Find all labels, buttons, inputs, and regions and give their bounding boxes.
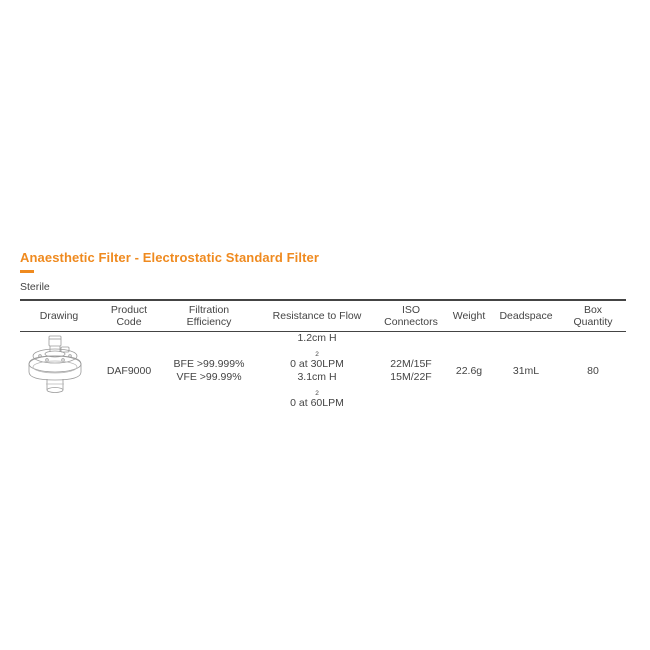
cell-weight: 22.6g [455, 364, 483, 377]
title-accent-bar [20, 270, 34, 273]
header-iso-connectors: ISO Connectors [384, 303, 438, 328]
header-resistance-to-flow: Resistance to Flow [272, 309, 362, 322]
cell-deadspace: 31mL [512, 364, 540, 377]
header-box-quantity: Box Quantity [573, 303, 613, 328]
sterile-label: Sterile [20, 281, 50, 293]
cell-iso-connectors: 22M/15F 15M/22F [390, 358, 432, 383]
filter-drawing-icon [22, 334, 88, 404]
header-deadspace: Deadspace [499, 309, 553, 322]
product-title: Anaesthetic Filter - Electrostatic Standard Filter [20, 250, 320, 265]
cell-drawing [20, 332, 98, 411]
cell-product-code: DAF9000 [106, 364, 152, 377]
header-product-code: Product Code [110, 303, 148, 328]
resistance-line-1: 1.2cm H $_2$ 0 at 30LPM [290, 332, 344, 370]
spec-table [20, 299, 626, 410]
header-weight: Weight [452, 309, 486, 322]
cell-resistance-to-flow [258, 332, 376, 411]
table-header-row [20, 300, 626, 332]
product-spec-sheet [20, 250, 626, 410]
cell-box-quantity: 80 [587, 364, 599, 377]
resistance-line-2: 3.1cm H $_2$ 0 at 60LPM [290, 371, 344, 409]
header-filtration-efficiency: Filtration Efficiency [186, 303, 232, 328]
cell-filtration-efficiency: BFE >99.999% VFE >99.99% [173, 358, 245, 383]
header-drawing: Drawing [39, 309, 79, 322]
table-row [20, 332, 626, 411]
